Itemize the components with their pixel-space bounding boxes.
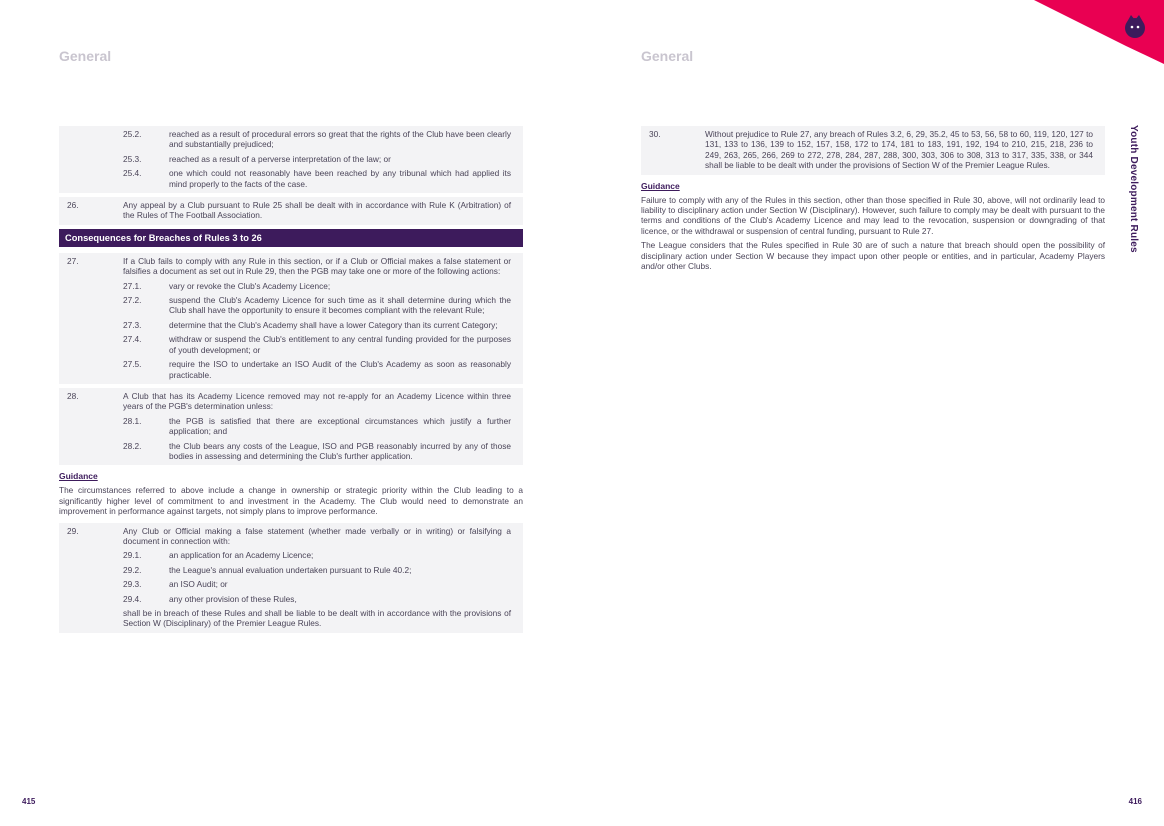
sub-rule	[123, 129, 511, 150]
sub-rule-number: 29.4.	[123, 593, 142, 604]
rule-number: 30.	[649, 129, 661, 139]
sub-rule-text: withdraw or suspend the Club's entitlement to any central funding provided for the purposes of youth development; or	[169, 334, 511, 355]
sub-rule	[123, 154, 511, 164]
sub-rule-number: 27.4.	[123, 334, 142, 345]
sub-rule	[123, 594, 511, 604]
sub-rule-number: 28.2.	[123, 440, 142, 451]
sub-rule-text: one which could not reasonably have been reached by any tribunal which had applied its mind properly to the facts of the case.	[169, 168, 511, 189]
sub-rule	[123, 281, 511, 291]
sub-rule	[123, 334, 511, 355]
sub-rule-text: require the ISO to undertake an ISO Audit of the Club's Academy as soon as reasonably practicable.	[169, 359, 511, 380]
rule-28	[59, 388, 523, 465]
rule-text: Any Club or Official making a false statement (whether made verbally or in writing) or falsifying a document in connection with:	[123, 525, 511, 546]
sub-rule-text: vary or revoke the Club's Academy Licence;	[169, 280, 331, 291]
sub-rule	[123, 359, 511, 380]
sub-rule	[123, 579, 511, 589]
sub-rule-number: 29.1.	[123, 550, 142, 561]
rule-30	[641, 126, 1105, 175]
side-title: Youth Development Rules	[1128, 125, 1139, 253]
sub-rule	[123, 320, 511, 330]
sub-rule-number: 25.3.	[123, 153, 142, 164]
sub-rule-number: 27.2.	[123, 295, 142, 306]
sub-rule-text: an ISO Audit; or	[169, 579, 228, 590]
sub-rule-number: 27.3.	[123, 319, 142, 330]
rule-text: Any appeal by a Club pursuant to Rule 25 shall be dealt with in accordance with Rule K (Arbitration) of the Rules of The Football Association.	[123, 200, 511, 221]
rule-27	[59, 253, 523, 384]
sub-rule-text: reached as a result of procedural errors so great that the rights of the Club have been clearly and substantially prejudiced;	[169, 129, 511, 150]
sub-rule-number: 28.1.	[123, 415, 142, 426]
guidance-title: Guidance	[59, 471, 98, 482]
sub-rule-text: the PGB is satisfied that there are exceptional circumstances which justify a further application; and	[169, 415, 511, 437]
section-heading-left: General	[59, 48, 112, 64]
sub-rule-number: 29.2.	[123, 564, 142, 575]
right-column	[641, 126, 1105, 275]
sub-rule	[123, 416, 511, 437]
rule-number: 27.	[67, 255, 79, 266]
sub-rule-number: 25.2.	[123, 129, 142, 139]
rule-text: If a Club fails to comply with any Rule in this section, or if a Club or Official makes a false statement or falsifies a document as set out in Rule 29, then the PGB may take one or more of the following actions:	[123, 255, 511, 277]
left-column	[59, 126, 523, 637]
section-band: Consequences for Breaches of Rules 3 to 26	[59, 229, 523, 247]
sub-rule	[123, 441, 511, 462]
sub-rule-text: the League's annual evaluation undertaken pursuant to Rule 40.2;	[169, 564, 412, 575]
sub-rule-number: 27.5.	[123, 359, 142, 370]
rule-closing-text: shall be in breach of these Rules and shall be liable to be dealt with in accordance with the provisions of Section W (Disciplinary) of the Premier League Rules.	[123, 608, 511, 629]
sub-rule-number: 25.4.	[123, 168, 142, 179]
sub-rule-text: an application for an Academy Licence;	[169, 550, 314, 561]
guidance-paragraph: Failure to comply with any of the Rules in this section, other than those specified in Rule 30, above, will not ordinarily lead to liability to disciplinary action under Section W (Disciplinary). However, such failure to comply may be dealt with pursuant to the terms and conditions of the Club's Academy Licence and may lead to the revocation, suspension or downgrading of that licence, or the withdrawal or suspension of central funding, pursuant to Rule 27.	[641, 194, 1105, 236]
sub-rule-number: 27.1.	[123, 280, 142, 291]
section-heading-right: General	[641, 48, 694, 64]
page-number-left: 415	[22, 797, 36, 806]
guidance-text: The circumstances referred to above include a change in ownership or strategic priority within the Club leading to a significantly higher level of commitment to and investment in the Academy. The Club would need to demonstrate an improvement in performance against targets, not simply plans to improve performance.	[59, 485, 523, 517]
page-number-right: 416	[1128, 797, 1142, 806]
rule-number: 28.	[67, 390, 79, 401]
rule-29	[59, 523, 523, 633]
sub-rule-number: 29.3.	[123, 579, 142, 590]
rule-26	[59, 197, 523, 225]
rule-text: A Club that has its Academy Licence removed may not re-apply for an Academy Licence within three years of the PGB's determination unless:	[123, 390, 511, 412]
sub-rule-text: determine that the Club's Academy shall have a lower Category than its current Category;	[169, 319, 498, 330]
corner-decoration	[1014, 0, 1164, 70]
sub-rule-text: reached as a result of a perverse interpretation of the law; or	[169, 153, 391, 164]
sub-rule	[123, 550, 511, 560]
rule-number: 29.	[67, 525, 79, 536]
sub-rule	[123, 565, 511, 575]
rule-text: Without prejudice to Rule 27, any breach of Rules 3.2, 6, 29, 35.2, 45 to 53, 56, 58 to 60, 119, 120, 127 to 131, 133 to 136, 139 to 152, 157, 158, 172 to 174, 181 to 183, 191, 192, 194 to 210, 215, 218, 236 to 249, 263, 265, 266, 269 to 272, 278, 284, 287, 288, 300, 303, 306 to 308, 313 to 317, 335, 338, or 344 shall be liable to be dealt with under the provisions of Section W of the Premier League Rules.	[705, 129, 1093, 171]
sub-rule-text: any other provision of these Rules,	[169, 593, 297, 604]
guidance-paragraph: The League considers that the Rules specified in Rule 30 are of such a nature that breach should open the possibility of disciplinary action under Section W because they impact upon other people or entities, and in particular, Academy Players and/or other Clubs.	[641, 240, 1105, 272]
sub-rule-text: the Club bears any costs of the League, ISO and PGB reasonably incurred by any of those bodies in assessing and determining the Club's further application.	[169, 440, 511, 461]
rule-number: 26.	[67, 200, 79, 211]
sub-rule	[123, 168, 511, 189]
rule-25-continued	[59, 126, 523, 193]
sub-rule	[123, 295, 511, 316]
sub-rule-text: suspend the Club's Academy Licence for such time as it shall determine during which the Club shall have the opportunity to ensure it becomes compliant with the relevant Rule;	[169, 295, 511, 316]
guidance-title: Guidance	[641, 180, 680, 191]
